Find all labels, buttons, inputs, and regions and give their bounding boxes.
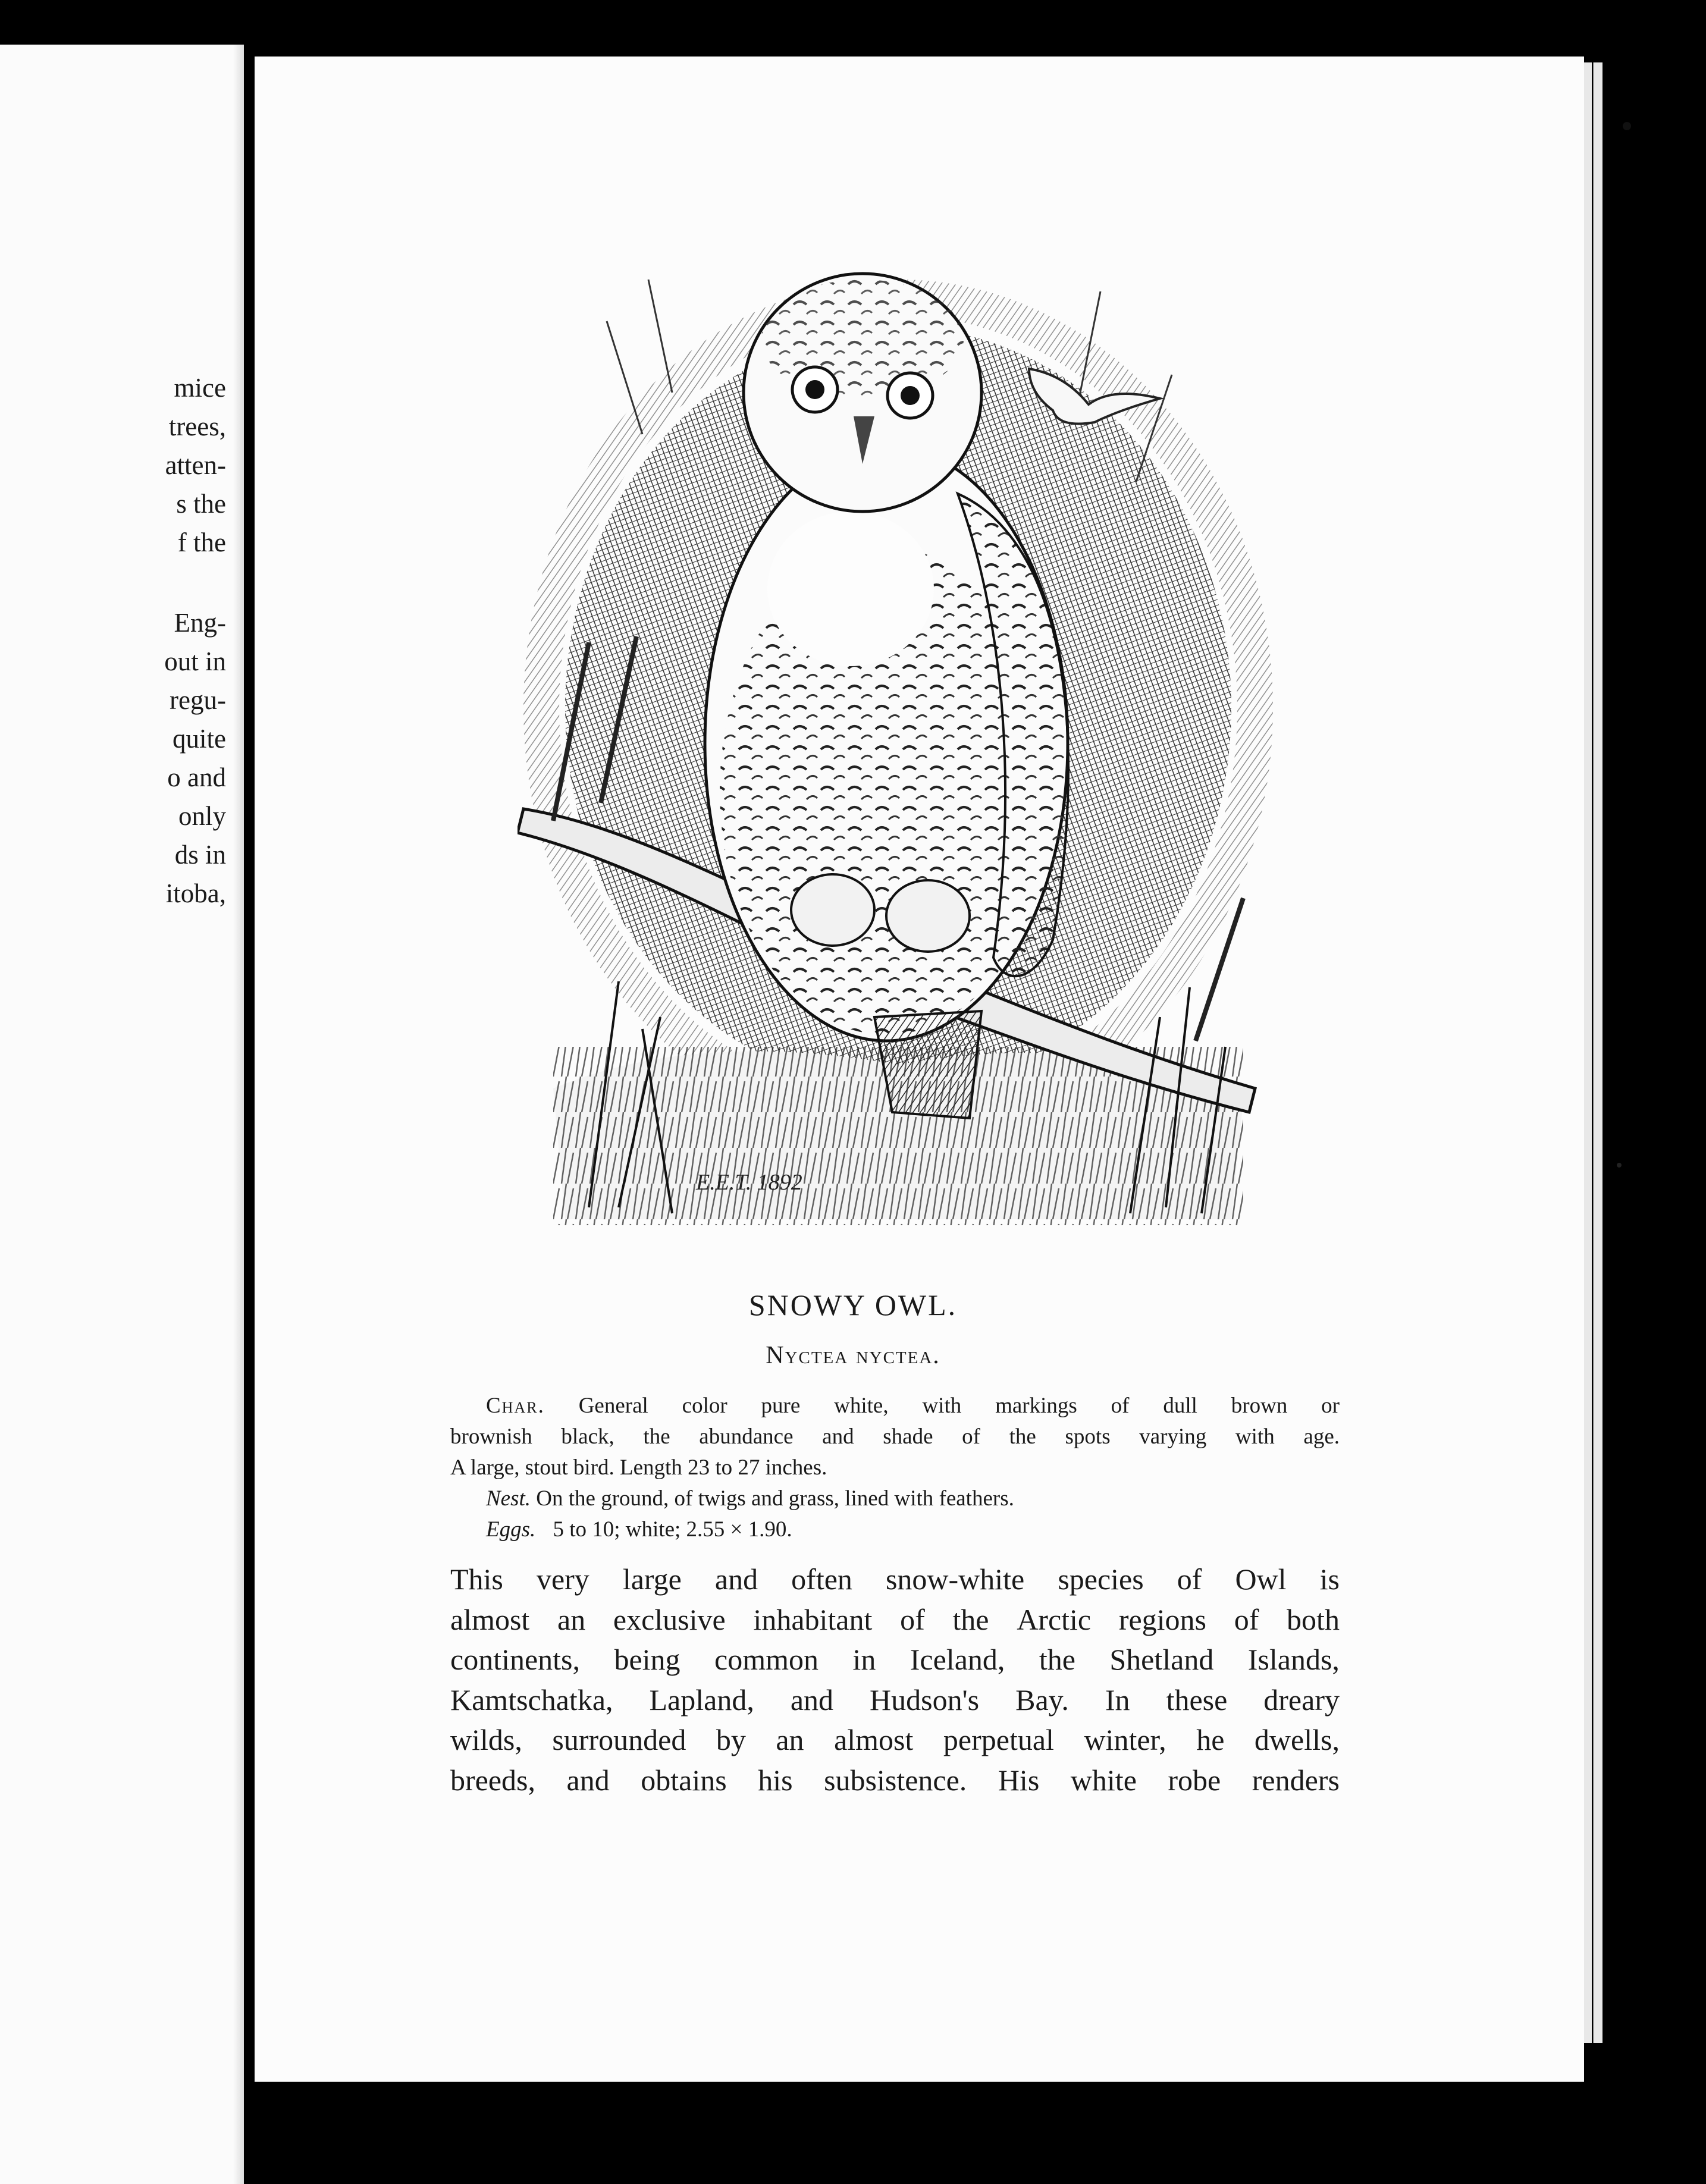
left-line: Eng-	[174, 608, 226, 638]
left-line: out in	[164, 647, 226, 676]
body-word: often	[791, 1562, 852, 1596]
snowy-owl-illustration	[518, 256, 1279, 1243]
body-word: the	[952, 1602, 989, 1636]
body-word: Owl	[1235, 1562, 1287, 1596]
char-text: General color pure white, with markings of dull brown or	[578, 1394, 1340, 1418]
body-word: and	[566, 1763, 610, 1797]
body-word: inhabitant	[753, 1602, 873, 1636]
page-gutter	[233, 45, 244, 2184]
body-word: His	[998, 1763, 1040, 1797]
left-line: o and	[167, 762, 226, 792]
body-word: almost	[834, 1723, 914, 1756]
body-word: This	[450, 1562, 503, 1596]
nest-label: Nest.	[486, 1486, 531, 1511]
left-line: mice	[174, 373, 226, 403]
body-word: the	[1039, 1643, 1075, 1676]
body-word: and	[714, 1562, 758, 1596]
body-word: surrounded	[552, 1723, 686, 1756]
left-line: s the	[176, 489, 226, 519]
body-word: in	[852, 1643, 876, 1676]
page-title: SNOWY OWL.	[748, 1288, 958, 1322]
body-word: Kamtschatka,	[450, 1683, 613, 1717]
body-word: snow-white	[885, 1562, 1025, 1596]
body-word: Shetland	[1109, 1643, 1214, 1676]
characteristics-block	[450, 1391, 1340, 1545]
latin-name: Nyctea nyctea.	[766, 1342, 940, 1369]
body-line	[450, 1720, 1340, 1761]
body-word: continents,	[450, 1643, 581, 1676]
char-text: A large, stout bird. Length 23 to 27 inches.	[450, 1455, 827, 1480]
artist-signature: E.E.T. 1892	[696, 1170, 802, 1195]
body-line	[450, 1600, 1340, 1640]
body-word: dreary	[1263, 1683, 1340, 1717]
left-page-text	[164, 369, 226, 913]
char-text: brownish black, the abundance and shade of the spots varying with age.	[450, 1424, 1340, 1449]
body-word: both	[1287, 1602, 1340, 1636]
nest-text: On the ground, of twigs and grass, lined with feathers.	[536, 1486, 1014, 1511]
body-word: an	[776, 1723, 804, 1756]
body-line	[450, 1680, 1340, 1721]
body-word: exclusive	[613, 1602, 726, 1636]
body-word: regions	[1118, 1602, 1207, 1636]
body-word: being	[614, 1643, 680, 1676]
body-word: large	[622, 1562, 682, 1596]
body-word: In	[1105, 1683, 1130, 1717]
eggs-text: 5 to 10; white; 2.55 × 1.90.	[553, 1517, 792, 1542]
left-line: regu-	[170, 685, 226, 715]
body-word: winter,	[1084, 1723, 1166, 1756]
left-facing-page	[0, 45, 244, 2184]
body-word: is	[1319, 1562, 1340, 1596]
body-word: subsistence.	[824, 1763, 967, 1797]
body-word: Islands,	[1247, 1643, 1340, 1676]
char-label: Char.	[486, 1394, 545, 1418]
body-word: Hudson's	[870, 1683, 980, 1717]
body-word: renders	[1252, 1763, 1340, 1797]
left-line: only	[178, 801, 226, 831]
left-line: itoba,	[165, 878, 226, 908]
left-line: ds in	[174, 840, 226, 870]
body-word: Lapland,	[649, 1683, 754, 1717]
body-word: breeds,	[450, 1763, 535, 1797]
body-word: Iceland,	[910, 1643, 1005, 1676]
body-word: these	[1166, 1683, 1228, 1717]
body-word: Arctic	[1017, 1602, 1092, 1636]
body-word: Bay.	[1015, 1683, 1069, 1717]
body-word: he	[1196, 1723, 1225, 1756]
body-word: of	[1177, 1562, 1202, 1596]
body-word: almost	[450, 1602, 530, 1636]
body-word: and	[790, 1683, 834, 1717]
body-word: white	[1070, 1763, 1137, 1797]
left-line: atten-	[165, 450, 226, 480]
body-line	[450, 1640, 1340, 1680]
body-word: species	[1058, 1562, 1144, 1596]
left-line: quite	[173, 724, 226, 754]
body-word: wilds,	[450, 1723, 522, 1756]
body-word: robe	[1168, 1763, 1221, 1797]
eggs-label: Eggs.	[486, 1517, 536, 1542]
body-word: dwells,	[1254, 1723, 1340, 1756]
body-word: of	[1234, 1602, 1259, 1636]
left-line: f the	[177, 528, 226, 557]
body-word: his	[758, 1763, 793, 1797]
body-word: by	[716, 1723, 746, 1756]
body-word: obtains	[641, 1763, 727, 1797]
body-word: common	[714, 1643, 818, 1676]
left-line: trees,	[168, 412, 226, 441]
body-word: very	[536, 1562, 589, 1596]
body-line	[450, 1761, 1340, 1801]
body-word: of	[900, 1602, 925, 1636]
body-paragraph	[450, 1559, 1340, 1800]
body-word: perpetual	[943, 1723, 1054, 1756]
body-line	[450, 1559, 1340, 1600]
body-word: an	[557, 1602, 586, 1636]
